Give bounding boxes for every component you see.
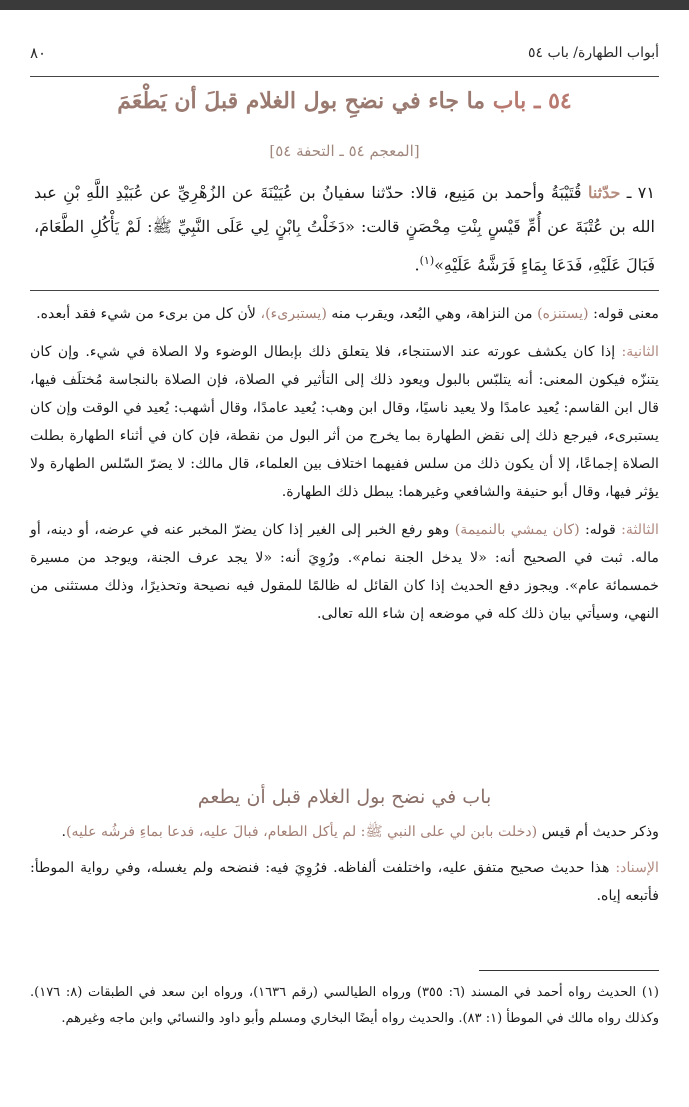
commentary-paragraph	[30, 300, 659, 328]
sub-section-body	[30, 818, 659, 918]
running-head-section: أبواب الطهارة/ باب ٥٤	[528, 45, 659, 61]
footnote-number: (١)	[641, 985, 659, 1000]
header-divider	[30, 76, 659, 77]
hadith-isnad: قُتَيْبَةُ وأحمد بن مَنِيع، قالا: حدّثنا سفيانُ بن عُيَيْنَةَ عن الزُهْرِيِّ عن عُبَيْدِ اللَّهِ بْنِ عبد الله بن عُتْبَةَ عن أُمِّ قَيْسٍ بِنْتِ مِحْصَنٍ قالت:	[34, 183, 655, 236]
commentary-paragraph	[30, 516, 659, 628]
commentary	[30, 300, 659, 638]
hadith-text: ٧١ ـ حدّثنا قُتَيْبَةُ وأحمد بن مَنِيع، قالا: حدّثنا سفيانُ بن عُيَيْنَةَ عن الزُهْرِيِّ عن عُبَيْدِ اللَّهِ بْنِ عبد الله بن عُتْبَةَ عن أُمِّ قَيْسٍ بِنْتِ مِحْصَنٍ قالت: «دَخَلْتُ بِابْنٍ لِي عَلَى النَّبِيِّ ﷺ: لَمْ يَأْكُلِ الطَّعَامَ، فَبَالَ عَلَيْهِ، فَدَعَا بِمَاءٍ فَرَشَّهُ عَلَيْهِ»$^{(١)}$.	[34, 183, 655, 275]
quoted-term: (كان يمشي بالنميمة)	[454, 522, 580, 538]
quoted-term: (يستبرىء)،	[260, 306, 327, 322]
chapter-title	[30, 88, 659, 114]
commentary-paragraph	[30, 338, 659, 506]
commentary-text: وهو رفع الخبر إلى الغير إذا كان يضرّ المخبر عنه في عرضه، أو دينه، أو ماله. ثبت في الصحيح أنه: «لا يدخل الجنة نمام». ورُوِيَ أنه: «لا يجد عرف الجنة، ويوجد من مسيرة خمسمائة عام». ويجوز دفع الحديث إذا كان القائل له ظالمًا للمقول فيه نصيحة وتحذيرًا، وذلك مستثنى من النهي، وسيأتي بيان ذلك كله في موضعه إن شاء الله تعالى.	[30, 522, 659, 622]
sub-section-heading: باب في نضح بول الغلام قبل أن يطعم	[197, 786, 492, 808]
sub-section-text: .	[61, 824, 66, 840]
quoted-term: (يستنزه)	[537, 306, 589, 322]
mujam-reference: [المعجم ٥٤ ـ التحفة ٥٤]	[269, 142, 420, 160]
sub-section-paragraph	[30, 818, 659, 846]
running-head	[30, 44, 659, 62]
sub-section-paragraph	[30, 854, 659, 910]
commentary-text: قوله:	[585, 522, 616, 538]
main-divider	[30, 290, 659, 291]
commentary-text: معنى قوله:	[593, 306, 659, 322]
scan-top-edge	[0, 0, 689, 10]
footnote-marker: (١)	[419, 254, 435, 267]
paragraph-label: الثانية:	[621, 344, 659, 360]
commentary-text: إذا كان يكشف عورته عند الاستنجاء، فلا يتعلق ذلك بإبطال الوضوء ولا الصلاة في شيء. وإن كان يتنزّه فيكون المعنى: أنه يتلبّس بالبول ويعود ذلك إلى التأثير في الصلاة، فإن الصلاة بالنجاسة مُختلَف فيها، قال ابن القاسم: يُعيد عامدًا ولا يعيد ناسيًا، وقال ابن وهب: يُعيد عامدًا، وقال أشهب: يُعيد في الوقت وإن كان يستبرىء، فيرجع ذلك إلى نقض الطهارة بما يخرج من أثر البول من نقطة، فإن كان في أثناء الطهارة بطلت الصلاة إجماعًا، إلا أن يكون ذلك من سلس ففيهما اختلاف بين العلماء، قال مالك: لا يضرّ السّلس الطهارة ولا يؤثر فيها، وقال أبو حنيفة والشافعي وغيرهما: يبطل ذلك الطهارة.	[30, 344, 659, 500]
commentary-text: من النزاهة، وهي البُعد، ويقرب منه	[331, 306, 533, 322]
footnote	[30, 980, 659, 1032]
chapter-number-label: ٥٤ ـ باب	[492, 88, 572, 114]
page-number: ٨٠	[30, 44, 47, 62]
footnote-text: الحديث رواه أحمد في المسند (٦: ٣٥٥) ورواه الطيالسي (رقم ١٦٣٦)، ورواه ابن سعد في الطبقات (٨: ١٧٦). وكذلك رواه مالك في الموطأ (١: ٨٣). والحديث رواه أيضًا البخاري ومسلم وأبو داود والنسائي وابن ماجه وغيرهم.	[30, 985, 659, 1026]
commentary-text: لأن كل من برىء من شيء فقد أبعده.	[36, 306, 256, 322]
hadith-number: ٧١ ـ	[626, 183, 655, 202]
hadith-haddathana: حدّثنا	[587, 183, 621, 202]
sub-section-text: هذا حديث صحيح متفق عليه، واختلفت ألفاظه. فرُوِيَ فيه: فنضحه ولم يغسله، وفي رواية الموطأ: فأتبعه إياه.	[30, 860, 659, 904]
footnote-divider	[479, 970, 659, 971]
hadith-matn: «دَخَلْتُ بِابْنٍ لِي عَلَى النَّبِيِّ ﷺ: لَمْ يَأْكُلِ الطَّعَامَ، فَبَالَ عَلَيْهِ، فَدَعَا بِمَاءٍ فَرَشَّهُ عَلَيْهِ»	[34, 217, 655, 275]
chapter-title-text: ما جاء في نضحِ بول الغلام قبلَ أن يَطْعَمَ	[117, 88, 486, 114]
quoted-hadith: (دخلت بابن لي على النبي ﷺ: لم يأكل الطعام، فبالَ عليه، فدعا بماءِ فرشُه عليه)	[65, 824, 538, 840]
sub-section-text: وذكر حديث أم قيس	[541, 824, 659, 840]
paragraph-label: الثالثة:	[621, 522, 659, 538]
paragraph-label: الإسناد:	[615, 860, 659, 876]
